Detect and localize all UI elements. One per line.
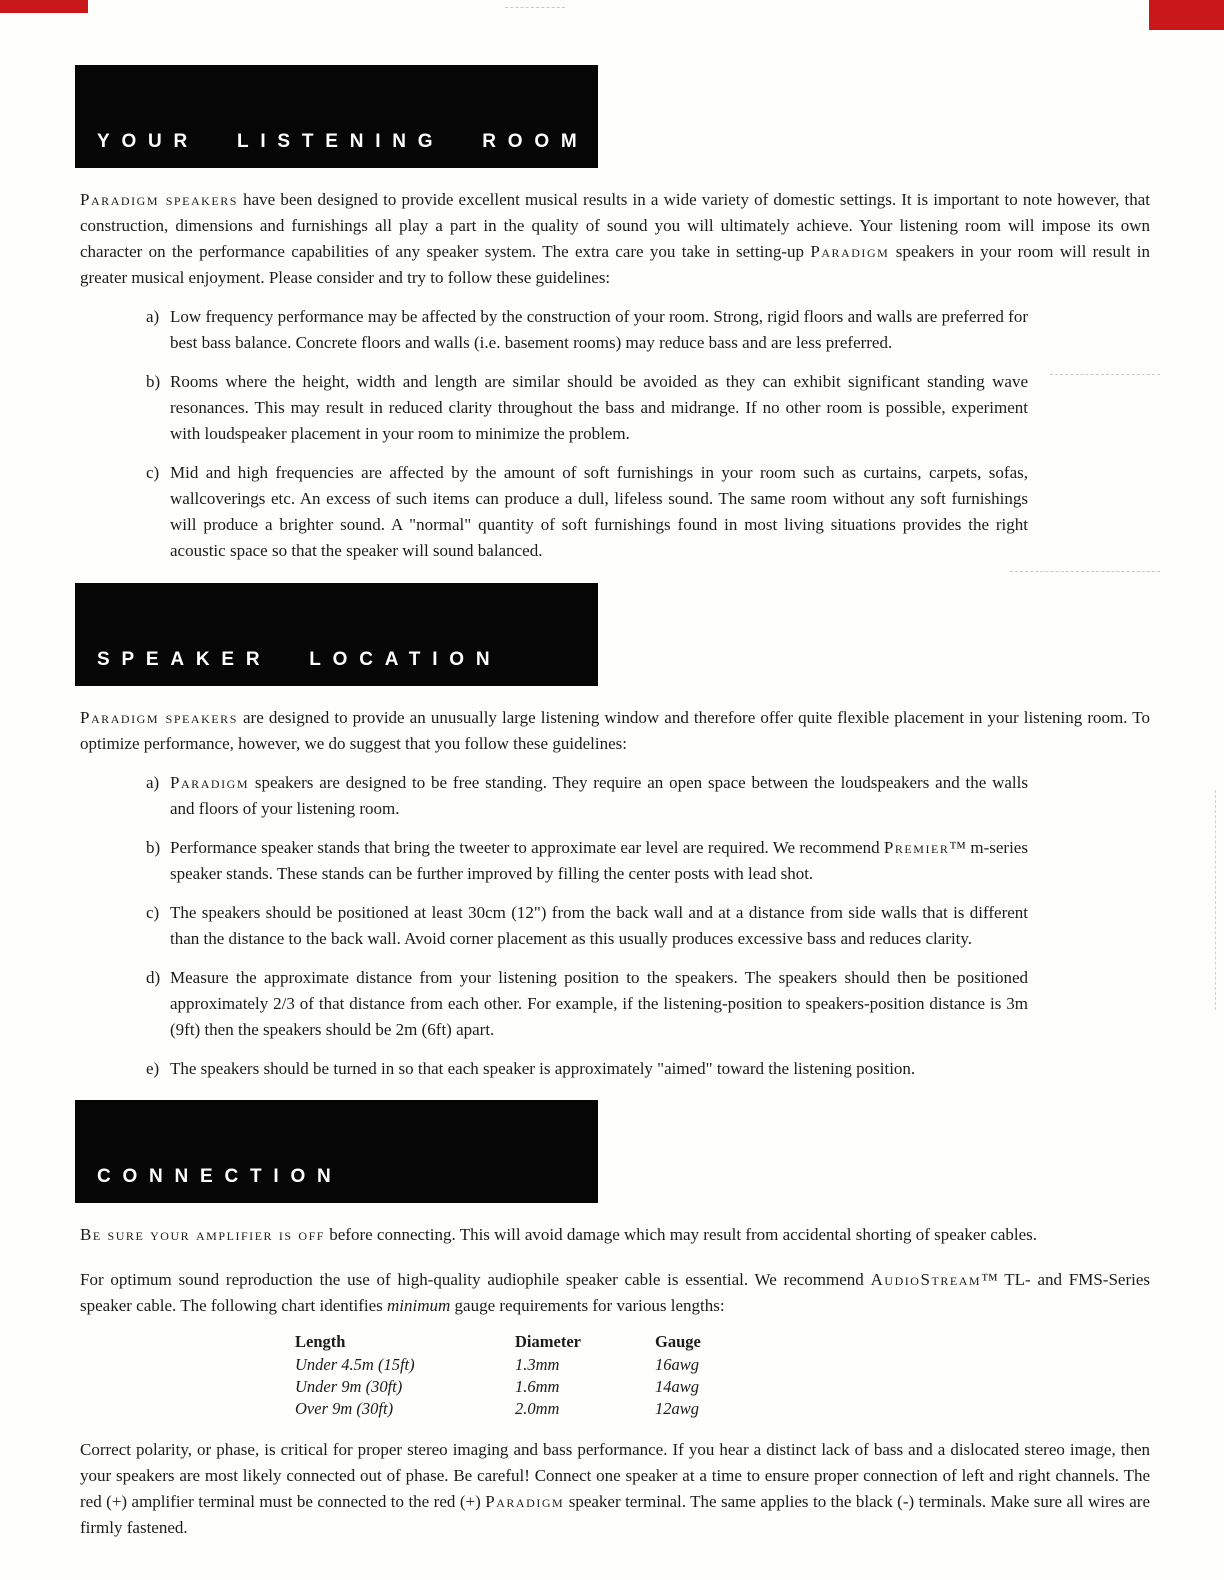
scan-artifact-top-left [0, 0, 88, 13]
text-segment: Paradigm speakers [80, 708, 238, 727]
table-cell-gauge: 14awg [655, 1377, 700, 1396]
text-segment: AudioStream [870, 1270, 982, 1289]
text-segment: Low frequency performance may be affected by the construction of your room. Strong, rigid floors and walls are preferred for best bass balance. Concrete floors and walls (i.e. basement rooms) may reduce bass and are less preferred. [170, 307, 1028, 352]
table-cell-gauge: 12awg [655, 1399, 700, 1418]
list-item-label: d) [146, 968, 161, 987]
text-segment: speakers are designed to be free standing. They require an open space between the loudspeakers and the walls and floors of your listening room. [170, 773, 1028, 818]
list-item-label: a) [146, 307, 160, 326]
text-segment: before connecting. This will avoid damage which may result from accidental shorting of speaker cables. [325, 1225, 1038, 1244]
list-item [146, 369, 1028, 447]
list-item [146, 304, 1028, 356]
table-cell-gauge: 16awg [655, 1355, 700, 1374]
list-item-text [170, 838, 1028, 883]
section-connection [0, 1100, 1224, 1541]
section-title-connection: CONNECTION [97, 1166, 343, 1187]
speaker-location-guideline-list [0, 770, 1224, 1082]
section-header-bar [75, 1100, 598, 1203]
table-cell-diameter: 1.3mm [515, 1355, 560, 1374]
list-item-text [170, 773, 1028, 818]
connection-warning-paragraph [80, 1222, 1150, 1248]
text-segment: Premier [883, 838, 950, 857]
section-title-listening-room: YOUR LISTENING ROOM [97, 131, 589, 152]
text-segment: For optimum sound reproduction the use of high-quality audiophile speaker cable is essential. We recommend [80, 1270, 871, 1289]
table-row [295, 1376, 785, 1398]
section-header-bar [75, 583, 598, 686]
list-item-label: c) [146, 903, 160, 922]
list-item-text [170, 903, 1028, 948]
list-item [146, 835, 1028, 887]
text-segment: ™ TL- and FMS-Series speaker cable. The following chart identifies [80, 1270, 1150, 1315]
scan-noise [505, 7, 565, 8]
text-segment: minimum [387, 1296, 451, 1315]
table-header-row [295, 1331, 785, 1354]
cable-gauge-table-body [295, 1354, 785, 1420]
text-segment: are designed to provide an unusually large listening window and therefore offer quite flexible placement in your listening room. To optimize performance, however, we do suggest that you follow these guidelines: [80, 708, 1150, 753]
speaker-location-intro [80, 705, 1150, 757]
table-row [295, 1398, 785, 1420]
table-cell-diameter: 2.0mm [515, 1399, 560, 1418]
list-item [146, 1056, 1028, 1082]
listening-room-intro [80, 187, 1150, 291]
table-header-gauge: Gauge [655, 1332, 701, 1351]
table-cell-length: Over 9m (30ft) [295, 1399, 394, 1418]
list-item [146, 770, 1028, 822]
section-speaker-location [0, 583, 1224, 1082]
text-segment: speakers in your room will result in greater musical enjoyment. Please consider and try to follow these guidelines: [80, 242, 1150, 287]
table-cell-length: Under 4.5m (15ft) [295, 1355, 415, 1374]
section-listening-room [0, 65, 1224, 564]
listening-room-guideline-list [0, 304, 1224, 564]
list-item-label: b) [146, 838, 161, 857]
cable-gauge-table-head [295, 1331, 785, 1354]
list-item-label: e) [146, 1059, 160, 1078]
table-header-diameter: Diameter [515, 1332, 581, 1351]
text-segment: have been designed to provide excellent musical results in a wide variety of domestic settings. It is important to note however, that construction, dimensions and furnishings all play a part in the quality of sound you will ultimately achieve. Your listening room will impose its own character on the performance capabilities of any speaker system. The extra care you take in setting-up [80, 190, 1150, 261]
text-segment: gauge requirements for various lengths: [450, 1296, 725, 1315]
table-cell-diameter: 1.6mm [515, 1377, 560, 1396]
list-item-label: c) [146, 463, 160, 482]
cable-gauge-table [295, 1331, 785, 1420]
table-row [295, 1354, 785, 1376]
text-segment: ™ m-series speaker stands. These stands can be further improved by filling the center posts with lead shot. [170, 838, 1028, 883]
scan-artifact-top-right [1149, 0, 1224, 30]
text-segment: Rooms where the height, width and length are similar should be avoided as they can exhibit significant standing wave resonances. This may result in reduced clarity throughout the bass and midrange. If no other room is possible, experiment with loudspeaker placement in your room to minimize the problem. [170, 372, 1028, 443]
text-segment: Paradigm [810, 242, 890, 261]
text-segment: Paradigm [170, 773, 250, 792]
list-item [146, 965, 1028, 1043]
list-item-text [170, 372, 1028, 443]
section-title-speaker-location: SPEAKER LOCATION [97, 649, 502, 670]
text-segment: Paradigm speakers [80, 190, 238, 209]
text-segment: speaker terminal. The same applies to the black (-) terminals. Make sure all wires are firmly fastened. [80, 1492, 1150, 1537]
text-segment: Mid and high frequencies are affected by the amount of soft furnishings in your room such as curtains, carpets, sofas, wallcoverings etc. An excess of such items can produce a dull, lifeless sound. The same room without any soft furnishings will produce a brighter sound. A "normal" quantity of soft furnishings found in most living situations provides the right acoustic space so that the speaker will sound balanced. [170, 463, 1028, 560]
text-segment: Paradigm [485, 1492, 565, 1511]
list-item-text [170, 968, 1028, 1039]
text-segment: Correct polarity, or phase, is critical for proper stereo imaging and bass performance. If you hear a distinct lack of bass and a dislocated stereo image, then your speakers are most likely connected out of phase. Be careful! Connect one speaker at a time to ensure proper connection of left and right channels. The red (+) amplifier terminal must be connected to the red (+) [80, 1440, 1150, 1511]
list-item-text [170, 307, 1028, 352]
list-item-text [170, 463, 1028, 560]
section-header-bar [75, 65, 598, 168]
connection-polarity-paragraph [80, 1437, 1150, 1541]
connection-cable-paragraph [80, 1267, 1150, 1319]
text-segment: Measure the approximate distance from your listening position to the speakers. The speakers should then be positioned approximately 2/3 of that distance from each other. For example, if the listening-position to speakers-position distance is 3m (9ft) then the speakers should be 2m (6ft) apart. [170, 968, 1028, 1039]
scan-noise [1010, 571, 1160, 572]
list-item-label: a) [146, 773, 160, 792]
list-item-label: b) [146, 372, 161, 391]
table-header-length: Length [295, 1332, 346, 1351]
list-item-text [170, 1059, 915, 1078]
list-item [146, 460, 1028, 564]
list-item [146, 900, 1028, 952]
text-segment: The speakers should be turned in so that each speaker is approximately "aimed" toward the listening position. [170, 1059, 916, 1078]
text-segment: The speakers should be positioned at least 30cm (12") from the back wall and at a distance from side walls that is different than the distance to the back wall. Avoid corner placement as this usually produces excessive bass and reduces clarity. [170, 903, 1028, 948]
text-segment: Be sure your amplifier is off [80, 1225, 325, 1244]
text-segment: Performance speaker stands that bring the tweeter to approximate ear level are required. We recommend [170, 838, 884, 857]
table-cell-length: Under 9m (30ft) [295, 1377, 403, 1396]
